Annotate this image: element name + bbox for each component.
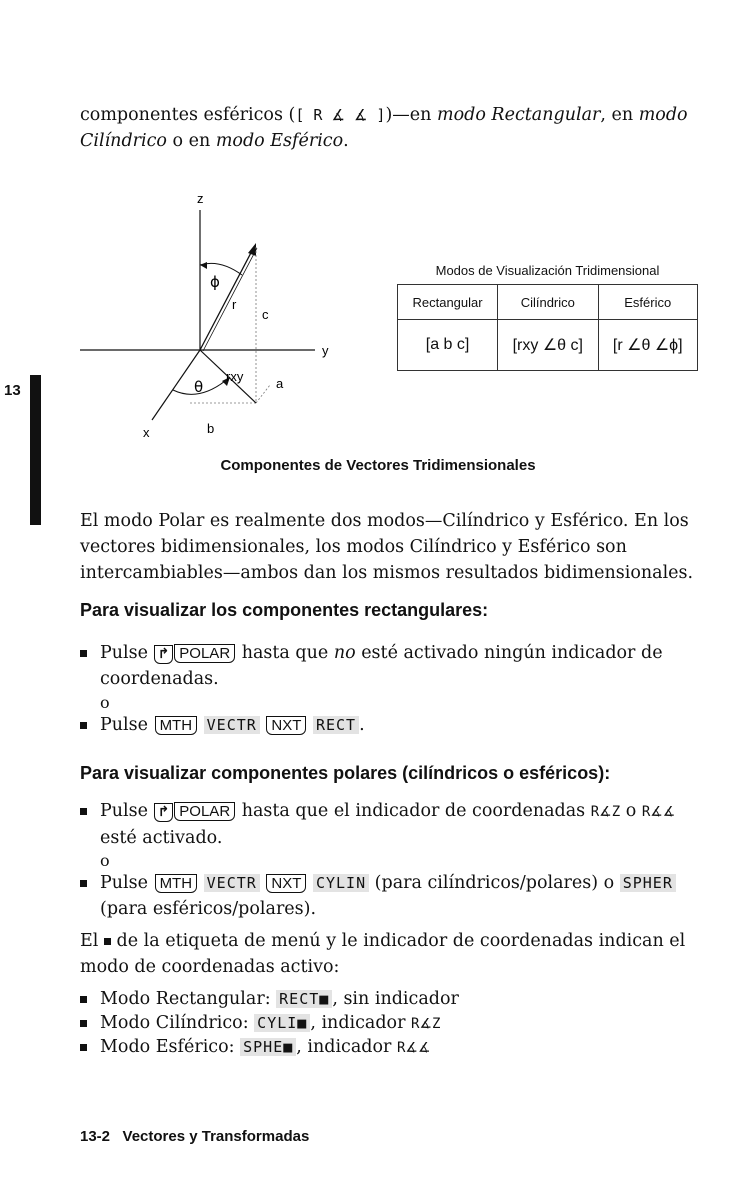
table-header-row bbox=[398, 285, 698, 320]
mth-key: MTH bbox=[155, 874, 198, 893]
polar-key: POLAR bbox=[174, 644, 235, 663]
c-label: c bbox=[262, 307, 269, 322]
cell-cylindrical: [rxy ∠θ c] bbox=[498, 320, 598, 371]
rect-active-menu-key: RECT■ bbox=[276, 990, 332, 1008]
section-heading-polar: Para visualizar componentes polares (cilíndricos o esféricos): bbox=[80, 763, 611, 783]
angle-theta-label: θ bbox=[194, 378, 204, 396]
chapter-number: 13 bbox=[4, 382, 21, 399]
mode-cylindrical: modo Cilíndrico bbox=[80, 105, 688, 151]
spherical-indicator: R∡∡ bbox=[641, 804, 676, 820]
vectr-menu-key: VECTR bbox=[204, 716, 260, 734]
polar-mode-paragraph: El modo Polar es realmente dos modos—Cilíndrico y Esférico. En los vectores bidimensionales, los modos Cilíndrico y Esférico son intercambiables—ambos dan los mismos resultados bidimensionales. bbox=[80, 511, 694, 583]
rxy-label: rxy bbox=[226, 369, 244, 384]
spher-menu-key: SPHER bbox=[620, 874, 676, 892]
axis-x-label: x bbox=[143, 425, 150, 440]
menu-marker-icon bbox=[104, 938, 111, 945]
list-item: Pulse ↱ POLAR hasta que no esté activado ningún indicador de coordenadas. bbox=[80, 640, 700, 692]
intro-text: componentes esféricos ([ R ∡ ∡ ])—en modo Rectangular, en modo Cilíndrico o en modo Esférico. bbox=[80, 105, 688, 151]
cell-rectangular: [a b c] bbox=[398, 320, 498, 371]
cylin-menu-key: CYLIN bbox=[313, 874, 369, 892]
section-heading-rectangular: Para visualizar los componentes rectangulares: bbox=[80, 600, 489, 620]
vectr-menu-key: VECTR bbox=[204, 874, 260, 892]
cylindrical-indicator: R∡Z bbox=[590, 804, 621, 820]
vector-components-diagram bbox=[70, 185, 370, 445]
table-title: Modos de Visualización Tridimensional bbox=[435, 263, 660, 278]
active-mode-paragraph: El de la etiqueta de menú y le indicador de coordenadas indican el modo de coordenadas activo: bbox=[80, 931, 686, 977]
or-separator: o bbox=[100, 693, 110, 712]
angle-phi-label: ϕ bbox=[210, 273, 220, 291]
list-item: Pulse MTH VECTR NXT RECT . bbox=[80, 712, 700, 738]
table-row bbox=[398, 320, 698, 371]
chapter-thumb-tab bbox=[30, 375, 41, 525]
bullet-icon bbox=[80, 996, 87, 1003]
bullet-icon bbox=[80, 1020, 87, 1027]
r-label: r bbox=[232, 297, 237, 312]
vector-delimiter-code: [ R ∡ ∡ ] bbox=[295, 106, 386, 124]
figure-caption: Componentes de Vectores Tridimensionales bbox=[220, 457, 536, 474]
cell-spherical: [r ∠θ ∠ϕ] bbox=[598, 320, 698, 371]
a-label: a bbox=[276, 376, 284, 391]
bullet-icon bbox=[80, 650, 87, 657]
list-item: Pulse MTH VECTR NXT CYLIN (para cilíndricos/polares) o SPHER (para esféricos/polares). bbox=[80, 870, 700, 922]
page-footer: 13-2 Vectores y Transformadas bbox=[80, 1128, 310, 1145]
bullet-icon bbox=[80, 722, 87, 729]
nxt-key: NXT bbox=[266, 874, 306, 893]
rect-menu-key: RECT bbox=[313, 716, 359, 734]
list-item: Pulse ↱ POLAR hasta que el indicador de coordenadas R∡Z o R∡∡ esté activado. bbox=[80, 798, 700, 851]
right-shift-key-icon: ↱ bbox=[154, 803, 174, 822]
mode-spherical: modo Esférico bbox=[215, 131, 344, 151]
bullet-icon bbox=[80, 808, 87, 815]
nxt-key: NXT bbox=[266, 716, 306, 735]
mode-rectangular: modo Rectangular bbox=[437, 105, 601, 125]
list-item: Modo Esférico: SPHE■ , indicador R∡∡ bbox=[80, 1034, 700, 1061]
b-label: b bbox=[207, 421, 215, 436]
bullet-icon bbox=[80, 1044, 87, 1051]
list-item: Modo Cilíndrico: CYLI■ , indicador R∡Z bbox=[80, 1010, 700, 1037]
polar-key: POLAR bbox=[174, 802, 235, 821]
header-cylindrical: Cilíndrico bbox=[498, 285, 598, 320]
right-shift-key-icon: ↱ bbox=[154, 645, 174, 664]
axis-y-label: y bbox=[322, 343, 329, 358]
header-spherical: Esférico bbox=[598, 285, 698, 320]
bullet-icon bbox=[80, 880, 87, 887]
spherical-indicator: R∡∡ bbox=[396, 1040, 431, 1056]
axis-z-label: z bbox=[197, 191, 204, 206]
or-separator: o bbox=[100, 851, 110, 870]
cyli-active-menu-key: CYLI■ bbox=[254, 1014, 310, 1032]
cylindrical-indicator: R∡Z bbox=[411, 1016, 441, 1032]
display-modes-table bbox=[397, 284, 698, 371]
sphe-active-menu-key: SPHE■ bbox=[240, 1038, 296, 1056]
list-item: Modo Rectangular: RECT■ , sin indicador bbox=[80, 986, 700, 1012]
header-rectangular: Rectangular bbox=[398, 285, 498, 320]
mth-key: MTH bbox=[155, 716, 198, 735]
